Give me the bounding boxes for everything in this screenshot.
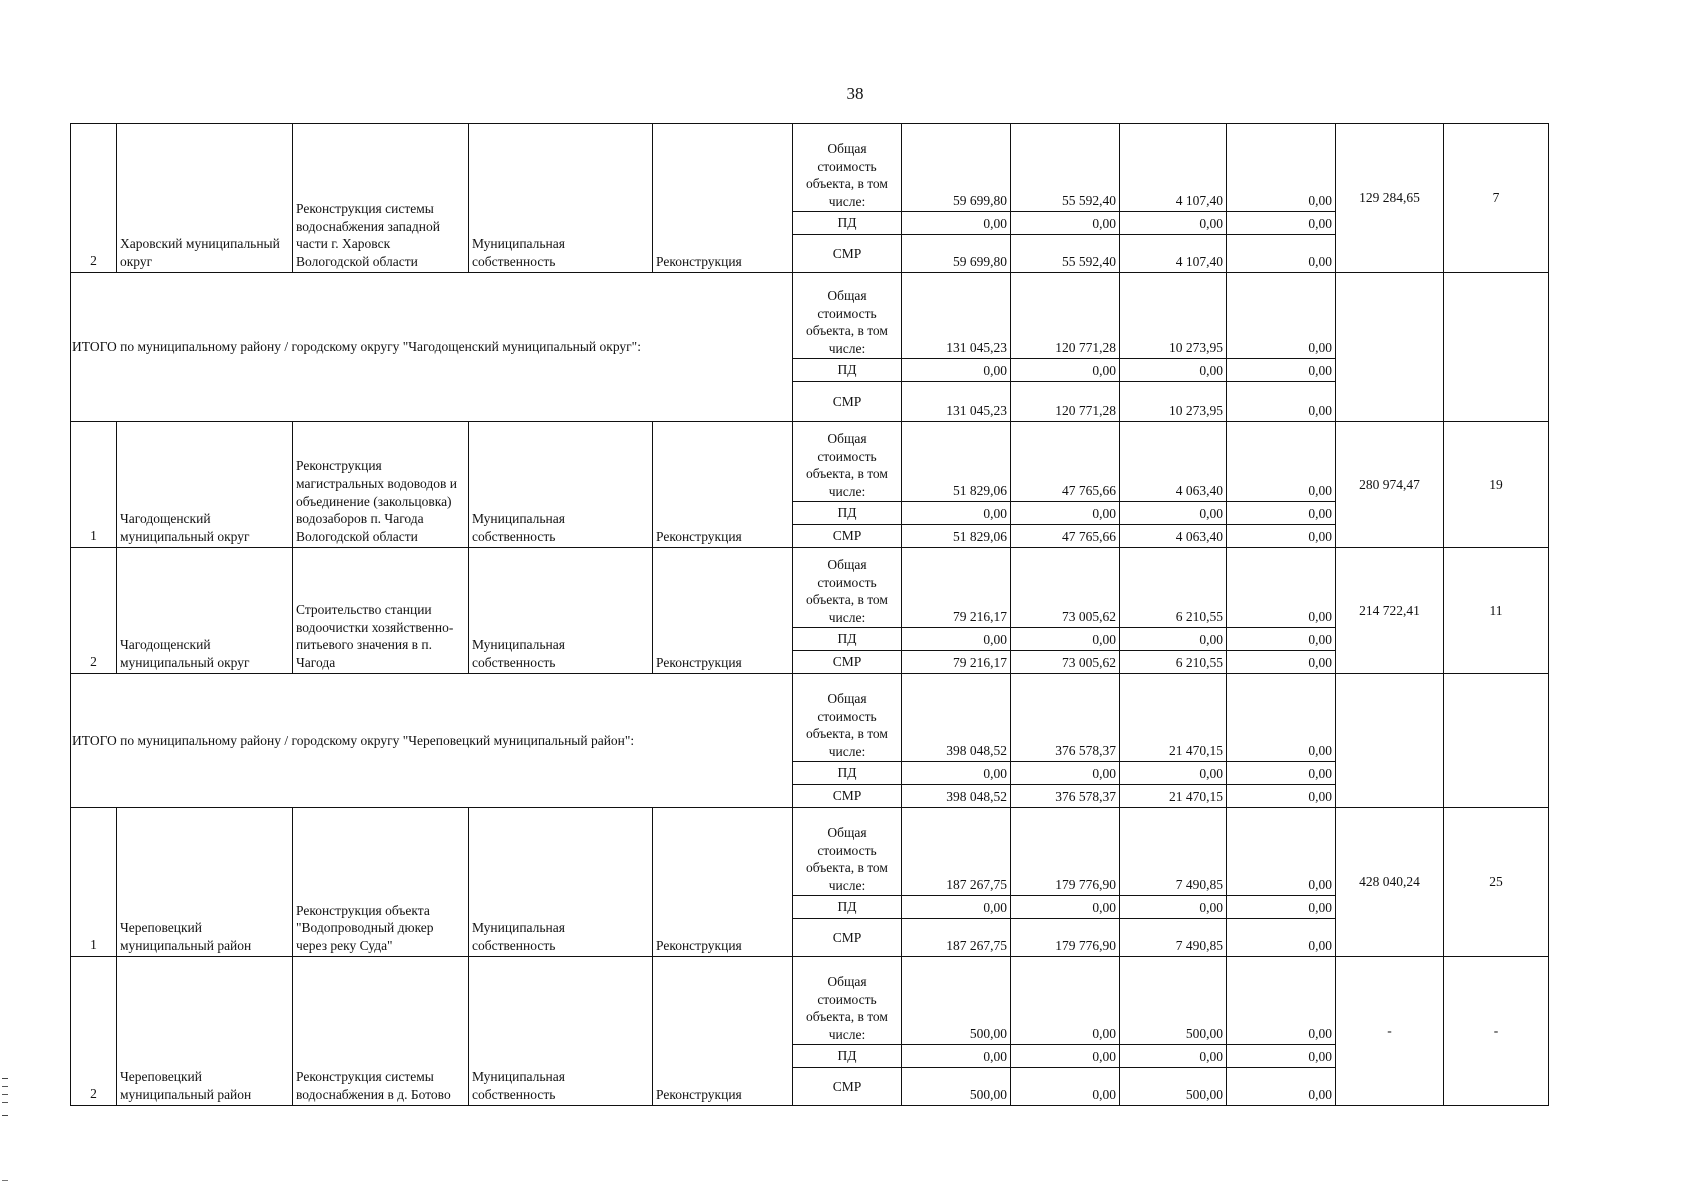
- object-count: 19: [1444, 422, 1549, 548]
- pd-value: 0,00: [902, 212, 1011, 235]
- general-cost-value: 0,00: [1227, 808, 1336, 896]
- general-cost-label-line: Общая: [827, 430, 867, 446]
- pd-value: 0,00: [1227, 1045, 1336, 1068]
- total-cost: 428 040,24: [1336, 808, 1444, 957]
- table-body: [71, 124, 1549, 1106]
- smr-value: 0,00: [1227, 785, 1336, 808]
- object-name: Реконструкция системы водоснабжения западной части г. Харовск Вологодской области: [293, 124, 469, 273]
- smr-value: 131 045,23: [902, 382, 1011, 422]
- smr-value: 120 771,28: [1011, 382, 1120, 422]
- smr-value: 0,00: [1227, 382, 1336, 422]
- general-cost-label-line: объекта, в том: [806, 726, 888, 742]
- ownership: Муниципальная собственность: [469, 957, 653, 1106]
- row-number: 2: [71, 957, 117, 1106]
- pd-value: 0,00: [1227, 359, 1336, 382]
- general-cost-label-line: стоимость: [817, 305, 877, 321]
- general-cost-label-line: числе:: [828, 610, 866, 626]
- general-cost-label-line: объекта, в том: [806, 466, 888, 482]
- district-name: Чагодощенский муниципальный округ: [117, 548, 293, 674]
- pd-value: 0,00: [902, 502, 1011, 525]
- work-type: Реконструкция: [653, 808, 793, 957]
- pd-value: 0,00: [1227, 896, 1336, 919]
- smr-value: 7 490,85: [1120, 919, 1227, 957]
- pd-value: 0,00: [1120, 359, 1227, 382]
- general-cost-value: 0,00: [1227, 957, 1336, 1045]
- general-cost-label-line: стоимость: [817, 158, 877, 174]
- general-cost-value: 0,00: [1227, 124, 1336, 212]
- pd-value: 0,00: [1011, 1045, 1120, 1068]
- object-row: [71, 808, 1549, 896]
- row-number: 1: [71, 422, 117, 548]
- district-name: Череповецкий муниципальный район: [117, 957, 293, 1106]
- total-cost: 129 284,65: [1336, 124, 1444, 273]
- pd-value: 0,00: [1120, 896, 1227, 919]
- general-cost-label-line: Общая: [827, 690, 867, 706]
- total-cost: 280 974,47: [1336, 422, 1444, 548]
- general-cost-value: 131 045,23: [902, 273, 1011, 359]
- general-cost-label-line: Общая: [827, 140, 867, 156]
- object-count: 25: [1444, 808, 1549, 957]
- general-cost-label-line: числе:: [828, 878, 866, 894]
- general-cost-label-line: числе:: [828, 744, 866, 760]
- general-cost-label: [793, 957, 902, 1045]
- object-count: -: [1444, 957, 1549, 1106]
- general-cost-label: [793, 422, 902, 502]
- pd-value: 0,00: [902, 762, 1011, 785]
- smr-value: 0,00: [1011, 1068, 1120, 1106]
- pd-value: 0,00: [902, 359, 1011, 382]
- smr-value: 0,00: [1227, 919, 1336, 957]
- object-row: [71, 422, 1549, 502]
- general-cost-value: 55 592,40: [1011, 124, 1120, 212]
- investment-table: [70, 123, 1549, 1106]
- general-cost-label-line: объекта, в том: [806, 176, 888, 192]
- general-cost-value: 500,00: [1120, 957, 1227, 1045]
- smr-value: 73 005,62: [1011, 651, 1120, 674]
- general-cost-label-line: объекта, в том: [806, 860, 888, 876]
- pd-label: ПД: [793, 359, 902, 382]
- object-row: [71, 957, 1549, 1045]
- pd-value: 0,00: [1120, 212, 1227, 235]
- general-cost-label-line: объекта, в том: [806, 1009, 888, 1025]
- smr-value: 6 210,55: [1120, 651, 1227, 674]
- smr-value: 47 765,66: [1011, 525, 1120, 548]
- general-cost-value: 51 829,06: [902, 422, 1011, 502]
- smr-value: 59 699,80: [902, 235, 1011, 273]
- general-cost-label-line: стоимость: [817, 842, 877, 858]
- total-row: [71, 674, 1549, 762]
- general-cost-value: 0,00: [1227, 273, 1336, 359]
- smr-value: 10 273,95: [1120, 382, 1227, 422]
- pd-value: 0,00: [902, 628, 1011, 651]
- work-type: Реконструкция: [653, 124, 793, 273]
- pd-value: 0,00: [1120, 762, 1227, 785]
- pd-label: ПД: [793, 1045, 902, 1068]
- pd-value: 0,00: [1011, 212, 1120, 235]
- pd-value: 0,00: [1011, 502, 1120, 525]
- smr-value: 398 048,52: [902, 785, 1011, 808]
- general-cost-value: 120 771,28: [1011, 273, 1120, 359]
- object-row: [71, 124, 1549, 212]
- pd-value: 0,00: [1011, 359, 1120, 382]
- general-cost-label: [793, 808, 902, 896]
- general-cost-label-line: объекта, в том: [806, 592, 888, 608]
- general-cost-label: [793, 273, 902, 359]
- general-cost-value: 73 005,62: [1011, 548, 1120, 628]
- general-cost-value: 179 776,90: [1011, 808, 1120, 896]
- object-count: 7: [1444, 124, 1549, 273]
- object-name: Реконструкция объекта "Водопроводный дюкер через реку Суда": [293, 808, 469, 957]
- general-cost-value: 500,00: [902, 957, 1011, 1045]
- general-cost-label-line: стоимость: [817, 991, 877, 1007]
- empty-total-cell: [1336, 674, 1444, 808]
- pd-value: 0,00: [1011, 762, 1120, 785]
- scan-edge-tick: [2, 1180, 8, 1181]
- smr-value: 0,00: [1227, 235, 1336, 273]
- row-number: 1: [71, 808, 117, 957]
- smr-label: СМР: [793, 919, 902, 957]
- smr-value: 79 216,17: [902, 651, 1011, 674]
- pd-value: 0,00: [1227, 212, 1336, 235]
- general-cost-value: 21 470,15: [1120, 674, 1227, 762]
- general-cost-value: 59 699,80: [902, 124, 1011, 212]
- general-cost-value: 0,00: [1227, 674, 1336, 762]
- smr-value: 4 063,40: [1120, 525, 1227, 548]
- district-name: Череповецкий муниципальный район: [117, 808, 293, 957]
- general-cost-label-line: Общая: [827, 824, 867, 840]
- general-cost-label-line: Общая: [827, 287, 867, 303]
- general-cost-value: 398 048,52: [902, 674, 1011, 762]
- page-number: 38: [846, 84, 864, 103]
- general-cost-label-line: стоимость: [817, 574, 877, 590]
- smr-label: СМР: [793, 785, 902, 808]
- general-cost-label: [793, 548, 902, 628]
- row-number: 2: [71, 548, 117, 674]
- object-row: [71, 548, 1549, 628]
- pd-value: 0,00: [1011, 628, 1120, 651]
- row-number: 2: [71, 124, 117, 273]
- total-row: [71, 273, 1549, 359]
- general-cost-label-line: Общая: [827, 973, 867, 989]
- general-cost-value: 79 216,17: [902, 548, 1011, 628]
- object-name: Строительство станции водоочистки хозяйственно-питьевого значения в п. Чагода: [293, 548, 469, 674]
- general-cost-value: 0,00: [1011, 957, 1120, 1045]
- general-cost-label-line: числе:: [828, 194, 866, 210]
- pd-value: 0,00: [1227, 502, 1336, 525]
- general-cost-value: 6 210,55: [1120, 548, 1227, 628]
- general-cost-value: 376 578,37: [1011, 674, 1120, 762]
- smr-value: 0,00: [1227, 651, 1336, 674]
- pd-label: ПД: [793, 762, 902, 785]
- pd-value: 0,00: [1120, 502, 1227, 525]
- ownership: Муниципальная собственность: [469, 124, 653, 273]
- smr-value: 187 267,75: [902, 919, 1011, 957]
- work-type: Реконструкция: [653, 957, 793, 1106]
- general-cost-value: 187 267,75: [902, 808, 1011, 896]
- general-cost-label-line: объекта, в том: [806, 323, 888, 339]
- smr-value: 0,00: [1227, 525, 1336, 548]
- smr-value: 21 470,15: [1120, 785, 1227, 808]
- pd-label: ПД: [793, 502, 902, 525]
- smr-label: СМР: [793, 1068, 902, 1106]
- general-cost-label: [793, 674, 902, 762]
- general-cost-value: 0,00: [1227, 548, 1336, 628]
- empty-count-cell: [1444, 273, 1549, 422]
- general-cost-value: 0,00: [1227, 422, 1336, 502]
- pd-value: 0,00: [1011, 896, 1120, 919]
- empty-count-cell: [1444, 674, 1549, 808]
- object-name: Реконструкция системы водоснабжения в д. Ботово: [293, 957, 469, 1106]
- pd-label: ПД: [793, 628, 902, 651]
- work-type: Реконструкция: [653, 548, 793, 674]
- total-cost: -: [1336, 957, 1444, 1106]
- smr-label: СМР: [793, 525, 902, 548]
- pd-value: 0,00: [1120, 628, 1227, 651]
- general-cost-label-line: числе:: [828, 341, 866, 357]
- pd-value: 0,00: [902, 1045, 1011, 1068]
- general-cost-value: 10 273,95: [1120, 273, 1227, 359]
- pd-value: 0,00: [1227, 762, 1336, 785]
- itogo-label: ИТОГО по муниципальному району / городскому округу "Чагодощенский муниципальный округ":: [71, 273, 793, 422]
- pd-value: 0,00: [902, 896, 1011, 919]
- total-cost: 214 722,41: [1336, 548, 1444, 674]
- pd-label: ПД: [793, 896, 902, 919]
- district-name: Чагодощенский муниципальный округ: [117, 422, 293, 548]
- work-type: Реконструкция: [653, 422, 793, 548]
- general-cost-value: 4 063,40: [1120, 422, 1227, 502]
- ownership: Муниципальная собственность: [469, 548, 653, 674]
- ownership: Муниципальная собственность: [469, 422, 653, 548]
- object-count: 11: [1444, 548, 1549, 674]
- general-cost-label-line: числе:: [828, 484, 866, 500]
- smr-value: 0,00: [1227, 1068, 1336, 1106]
- pd-value: 0,00: [1120, 1045, 1227, 1068]
- smr-label: СМР: [793, 651, 902, 674]
- general-cost-label-line: стоимость: [817, 708, 877, 724]
- general-cost-label: [793, 124, 902, 212]
- smr-value: 51 829,06: [902, 525, 1011, 548]
- object-name: Реконструкция магистральных водоводов и объединение (закольцовка) водозаборов п. Чагода Вологодской области: [293, 422, 469, 548]
- smr-value: 4 107,40: [1120, 235, 1227, 273]
- scan-edge-marks: [2, 1078, 8, 1116]
- pd-value: 0,00: [1227, 628, 1336, 651]
- itogo-label: ИТОГО по муниципальному району / городскому округу "Череповецкий муниципальный район":: [71, 674, 793, 808]
- general-cost-value: 4 107,40: [1120, 124, 1227, 212]
- empty-total-cell: [1336, 273, 1444, 422]
- district-name: Харовский муниципальный округ: [117, 124, 293, 273]
- smr-value: 376 578,37: [1011, 785, 1120, 808]
- general-cost-label-line: стоимость: [817, 448, 877, 464]
- smr-value: 500,00: [902, 1068, 1011, 1106]
- general-cost-value: 47 765,66: [1011, 422, 1120, 502]
- smr-value: 500,00: [1120, 1068, 1227, 1106]
- smr-value: 55 592,40: [1011, 235, 1120, 273]
- smr-value: 179 776,90: [1011, 919, 1120, 957]
- general-cost-label-line: Общая: [827, 556, 867, 572]
- general-cost-value: 7 490,85: [1120, 808, 1227, 896]
- smr-label: СМР: [793, 235, 902, 273]
- general-cost-label-line: числе:: [828, 1027, 866, 1043]
- smr-label: СМР: [793, 382, 902, 422]
- ownership: Муниципальная собственность: [469, 808, 653, 957]
- pd-label: ПД: [793, 212, 902, 235]
